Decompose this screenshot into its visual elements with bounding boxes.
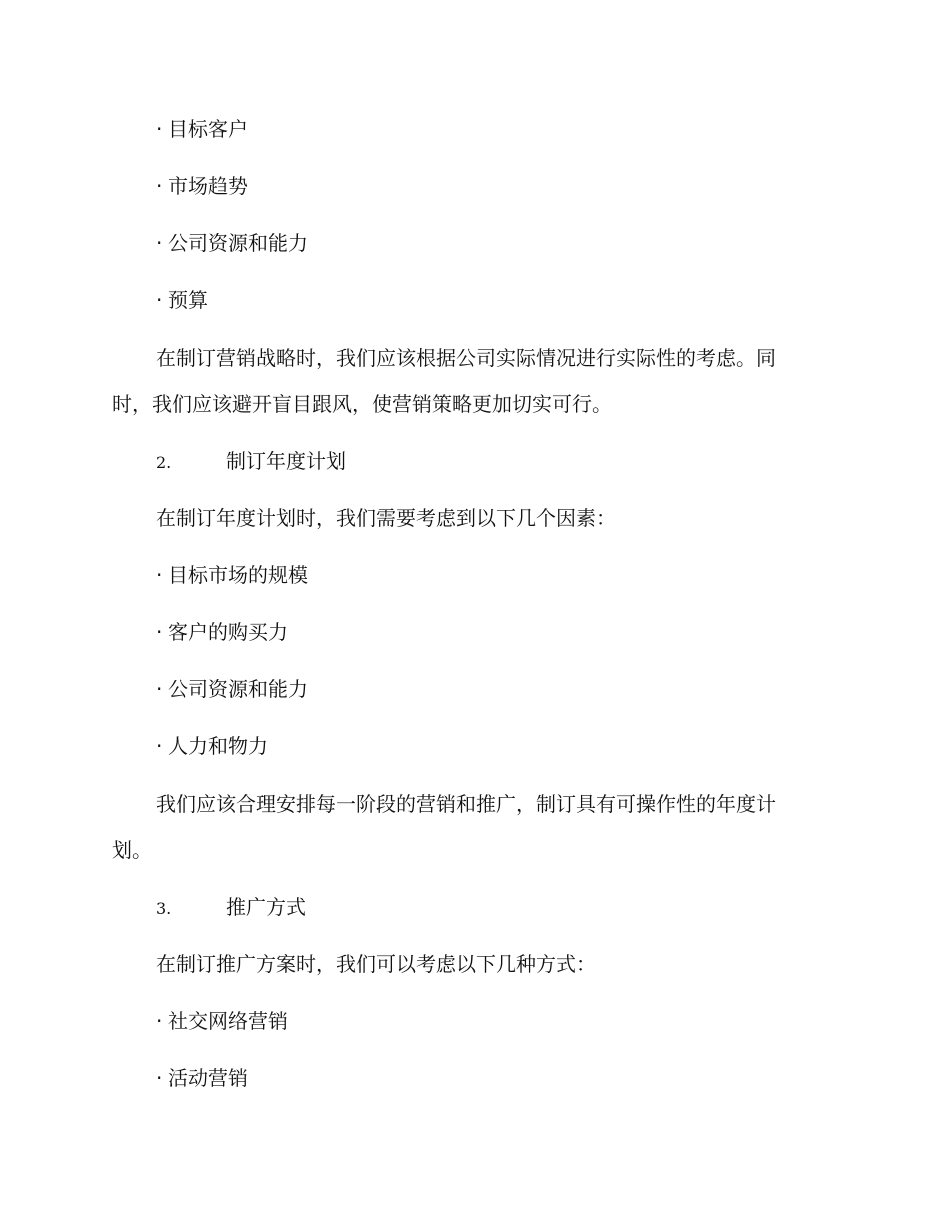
paragraph-line: 在制订年度计划时，我们需要考虑到以下几个因素： — [156, 506, 616, 530]
heading-title: 推广方式 — [226, 895, 306, 919]
paragraph-line: 在制订营销战略时，我们应该根据公司实际情况进行实际性的考虑。同 — [156, 346, 776, 370]
bullet-dot: · — [156, 231, 163, 255]
list-item-text: 公司资源和能力 — [168, 677, 308, 701]
list-item-text: 公司资源和能力 — [168, 231, 308, 255]
list-item — [156, 1064, 248, 1092]
list-item — [156, 618, 288, 646]
list-item — [156, 286, 208, 314]
list-item — [156, 732, 268, 760]
heading-title: 制订年度计划 — [226, 449, 346, 473]
heading-number: 2. — [156, 453, 172, 472]
list-item-text: 人力和物力 — [168, 734, 268, 758]
bullet-dot: · — [156, 563, 163, 587]
list-item-text: 社交网络营销 — [168, 1009, 288, 1033]
paragraph-line: 时，我们应该避开盲目跟风，使营销策略更加切实可行。 — [112, 392, 612, 416]
list-item — [156, 172, 248, 200]
list-item-text: 客户的购买力 — [168, 620, 288, 644]
list-item-text: 预算 — [168, 288, 208, 312]
heading-number: 3. — [156, 899, 172, 918]
list-item-text: 目标市场的规模 — [168, 563, 308, 587]
bullet-dot: · — [156, 620, 163, 644]
list-item — [156, 561, 308, 589]
bullet-dot: · — [156, 1009, 163, 1033]
bullet-dot: · — [156, 677, 163, 701]
list-item — [156, 115, 248, 143]
bullet-dot: · — [156, 117, 163, 141]
list-item — [156, 1007, 288, 1035]
bullet-dot: · — [156, 174, 163, 198]
paragraph-line: 我们应该合理安排每一阶段的营销和推广，制订具有可操作性的年度计 — [156, 792, 776, 816]
list-item — [156, 675, 308, 703]
list-item-text: 活动营销 — [168, 1066, 248, 1090]
bullet-dot: · — [156, 734, 163, 758]
paragraph-line: 在制订推广方案时，我们可以考虑以下几种方式： — [156, 952, 596, 976]
bullet-dot: · — [156, 288, 163, 312]
list-item — [156, 229, 308, 257]
list-item-text: 目标客户 — [168, 117, 248, 141]
section-heading — [156, 447, 346, 477]
list-item-text: 市场趋势 — [168, 174, 248, 198]
section-heading — [156, 893, 306, 923]
paragraph-line: 划。 — [112, 838, 152, 862]
bullet-dot: · — [156, 1066, 163, 1090]
